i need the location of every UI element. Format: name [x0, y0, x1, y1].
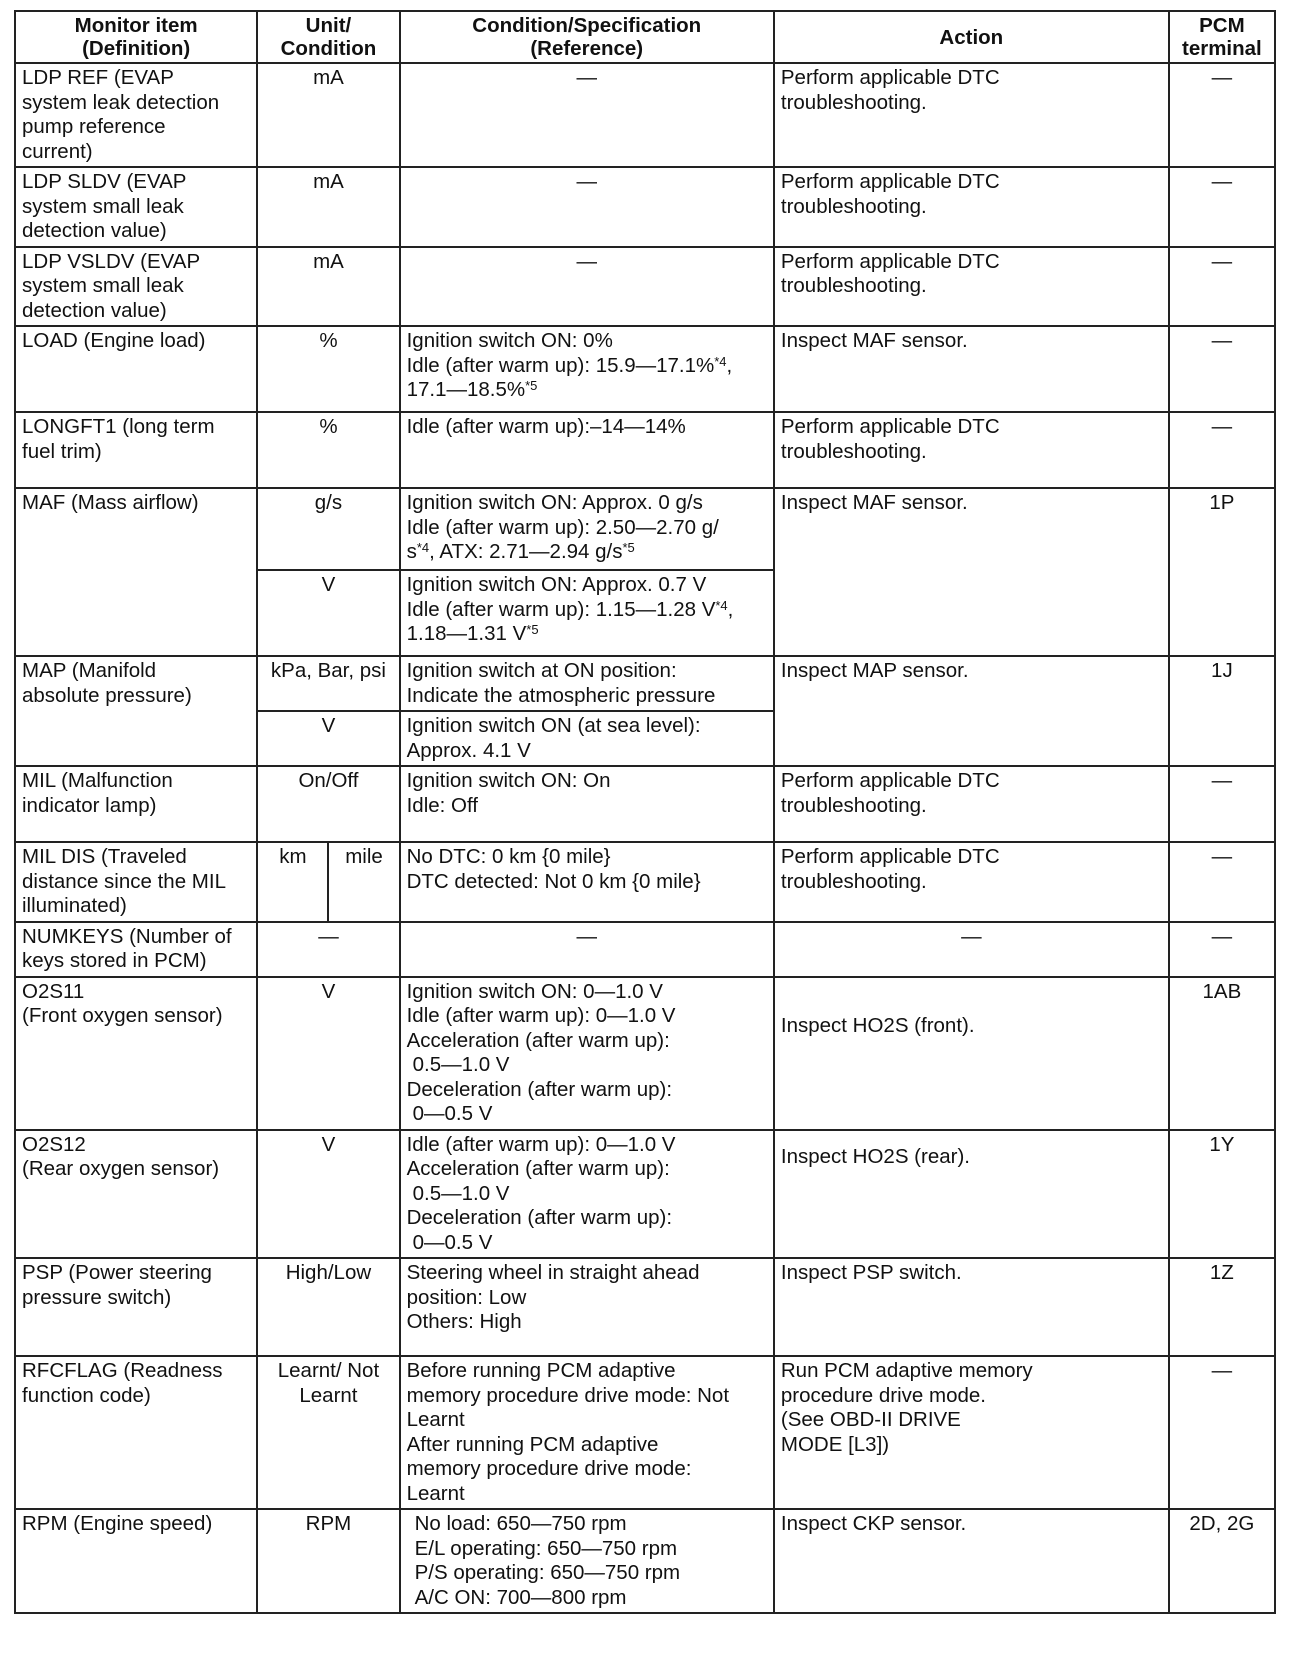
table-row-ldp-ref — [15, 63, 1275, 167]
table-row-rfcflag — [15, 1356, 1275, 1509]
pcm-cell: — — [1169, 412, 1275, 488]
condition-cell: — — [400, 167, 774, 247]
header-unit-condition: Unit/ Condition — [257, 11, 399, 63]
unit-cell: V — [257, 711, 399, 766]
action-cell: Inspect MAF sensor. — [774, 326, 1169, 412]
unit-cell: kPa, Bar, psi — [257, 656, 399, 711]
monitor-spec-table — [14, 10, 1276, 1614]
table-row-o2s12 — [15, 1130, 1275, 1259]
condition-cell: No load: 650—750 rpm E/L operating: 650—750 rpm P/S operating: 650—750 rpm A/C ON: 700—800 rpm — [400, 1509, 774, 1613]
header-pcm-terminal: PCM terminal — [1169, 11, 1275, 63]
table-row-psp — [15, 1258, 1275, 1356]
item-cell: LONGFT1 (long term fuel trim) — [15, 412, 257, 488]
condition-cell: Idle (after warm up):–14—14% — [400, 412, 774, 488]
table-row-ldp-vsldv — [15, 247, 1275, 327]
table-row-numkeys — [15, 922, 1275, 977]
condition-cell: Idle (after warm up): 0—1.0 V Acceleration (after warm up): 0.5—1.0 V Deceleration (after warm up): 0—0.5 V — [400, 1130, 774, 1259]
item-cell: LOAD (Engine load) — [15, 326, 257, 412]
action-cell: Perform applicable DTC troubleshooting. — [774, 63, 1169, 167]
item-cell: O2S11 (Front oxygen sensor) — [15, 977, 257, 1130]
action-cell: Inspect MAF sensor. — [774, 488, 1169, 656]
condition-cell: Ignition switch ON: Approx. 0 g/s Idle (after warm up): 2.50—2.70 g/ $s^{*4}$, ATX: 2.71—2.94 $g/s^{*5}$ — [400, 488, 774, 570]
unit-cell: % — [257, 412, 399, 488]
condition-cell: Steering wheel in straight ahead position: Low Others: High — [400, 1258, 774, 1356]
action-cell: Inspect HO2S (front). — [774, 977, 1169, 1130]
condition-cell: — — [400, 247, 774, 327]
action-cell: Inspect HO2S (rear). — [774, 1130, 1169, 1259]
unit-cell: % — [257, 326, 399, 412]
unit-cell: g/s — [257, 488, 399, 570]
condition-cell: Before running PCM adaptive memory procedure drive mode: Not Learnt After running PCM adaptive memory procedure drive mode: Learnt — [400, 1356, 774, 1509]
action-cell: Perform applicable DTC troubleshooting. — [774, 167, 1169, 247]
unit-cell: mA — [257, 167, 399, 247]
unit-cell: RPM — [257, 1509, 399, 1613]
pcm-cell: — — [1169, 167, 1275, 247]
unit-cell: On/Off — [257, 766, 399, 842]
unit-cell: High/Low — [257, 1258, 399, 1356]
action-cell: Perform applicable DTC troubleshooting. — [774, 842, 1169, 922]
pcm-cell: 1Y — [1169, 1130, 1275, 1259]
unit-km-cell: km — [257, 842, 328, 922]
pcm-cell: — — [1169, 63, 1275, 167]
table-row-mil — [15, 766, 1275, 842]
table-row-rpm — [15, 1509, 1275, 1613]
action-cell: Perform applicable DTC troubleshooting. — [774, 766, 1169, 842]
action-cell: Run PCM adaptive memory procedure drive mode. (See OBD-II DRIVE MODE [L3]) — [774, 1356, 1169, 1509]
item-cell: LDP VSLDV (EVAP system small leak detection value) — [15, 247, 257, 327]
pcm-cell: 1AB — [1169, 977, 1275, 1130]
pcm-cell: — — [1169, 842, 1275, 922]
item-cell: MAF (Mass airflow) — [15, 488, 257, 656]
unit-cell: Learnt/ Not Learnt — [257, 1356, 399, 1509]
item-cell: RPM (Engine speed) — [15, 1509, 257, 1613]
item-cell: RFCFLAG (Readness function code) — [15, 1356, 257, 1509]
pcm-cell: 2D, 2G — [1169, 1509, 1275, 1613]
item-cell: MAP (Manifold absolute pressure) — [15, 656, 257, 766]
table-row-o2s11 — [15, 977, 1275, 1130]
item-cell: NUMKEYS (Number of keys stored in PCM) — [15, 922, 257, 977]
pcm-cell: — — [1169, 922, 1275, 977]
condition-cell: No DTC: 0 km {0 mile} DTC detected: Not 0 km {0 mile} — [400, 842, 774, 922]
unit-cell: V — [257, 570, 399, 656]
unit-cell: mA — [257, 247, 399, 327]
pcm-cell: — — [1169, 766, 1275, 842]
condition-cell: Ignition switch at ON position: Indicate the atmospheric pressure — [400, 656, 774, 711]
unit-cell: V — [257, 977, 399, 1130]
unit-cell: V — [257, 1130, 399, 1259]
table-row-maf-gs — [15, 488, 1275, 570]
item-cell: MIL (Malfunction indicator lamp) — [15, 766, 257, 842]
action-cell: Perform applicable DTC troubleshooting. — [774, 412, 1169, 488]
spec-table-wrapper — [14, 10, 1276, 1614]
action-cell: — — [774, 922, 1169, 977]
action-cell: Inspect MAP sensor. — [774, 656, 1169, 766]
condition-cell: — — [400, 922, 774, 977]
table-row-load — [15, 326, 1275, 412]
pcm-cell: — — [1169, 1356, 1275, 1509]
condition-cell: Ignition switch ON: 0—1.0 V Idle (after warm up): 0—1.0 V Acceleration (after warm up): 0.5—1.0 V Deceleration (after warm up): 0—0.5 V — [400, 977, 774, 1130]
item-cell: MIL DIS (Traveled distance since the MIL illuminated) — [15, 842, 257, 922]
condition-cell: Ignition switch ON (at sea level): Approx. 4.1 V — [400, 711, 774, 766]
table-row-map-kpa — [15, 656, 1275, 711]
pcm-cell: 1Z — [1169, 1258, 1275, 1356]
pcm-cell: 1J — [1169, 656, 1275, 766]
item-cell: O2S12 (Rear oxygen sensor) — [15, 1130, 257, 1259]
condition-cell: Ignition switch ON: 0% Idle (after warm up): 15.9—17.1%$^{*4}$, 17.1—18.5%$^{*5}$ — [400, 326, 774, 412]
table-row-mil-dis — [15, 842, 1275, 922]
condition-cell: Ignition switch ON: Approx. 0.7 V Idle (after warm up): 1.15—1.28 $V^{*4}$, 1.18—1.31 $V^{*5}$ — [400, 570, 774, 656]
condition-cell: Ignition switch ON: On Idle: Off — [400, 766, 774, 842]
pcm-cell: — — [1169, 247, 1275, 327]
unit-mile-cell: mile — [328, 842, 399, 922]
item-cell: PSP (Power steering pressure switch) — [15, 1258, 257, 1356]
action-cell: Inspect CKP sensor. — [774, 1509, 1169, 1613]
header-monitor-item: Monitor item (Definition) — [15, 11, 257, 63]
item-cell: LDP SLDV (EVAP system small leak detection value) — [15, 167, 257, 247]
pcm-cell: — — [1169, 326, 1275, 412]
header-condition-specification: Condition/Specification (Reference) — [400, 11, 774, 63]
action-cell: Perform applicable DTC troubleshooting. — [774, 247, 1169, 327]
table-row-longft1 — [15, 412, 1275, 488]
condition-cell: — — [400, 63, 774, 167]
pcm-cell: 1P — [1169, 488, 1275, 656]
header-action: Action — [774, 11, 1169, 63]
unit-cell: mA — [257, 63, 399, 167]
unit-cell: — — [257, 922, 399, 977]
action-cell: Inspect PSP switch. — [774, 1258, 1169, 1356]
header-row — [15, 11, 1275, 63]
table-row-ldp-sldv — [15, 167, 1275, 247]
item-cell: LDP REF (EVAP system leak detection pump reference current) — [15, 63, 257, 167]
